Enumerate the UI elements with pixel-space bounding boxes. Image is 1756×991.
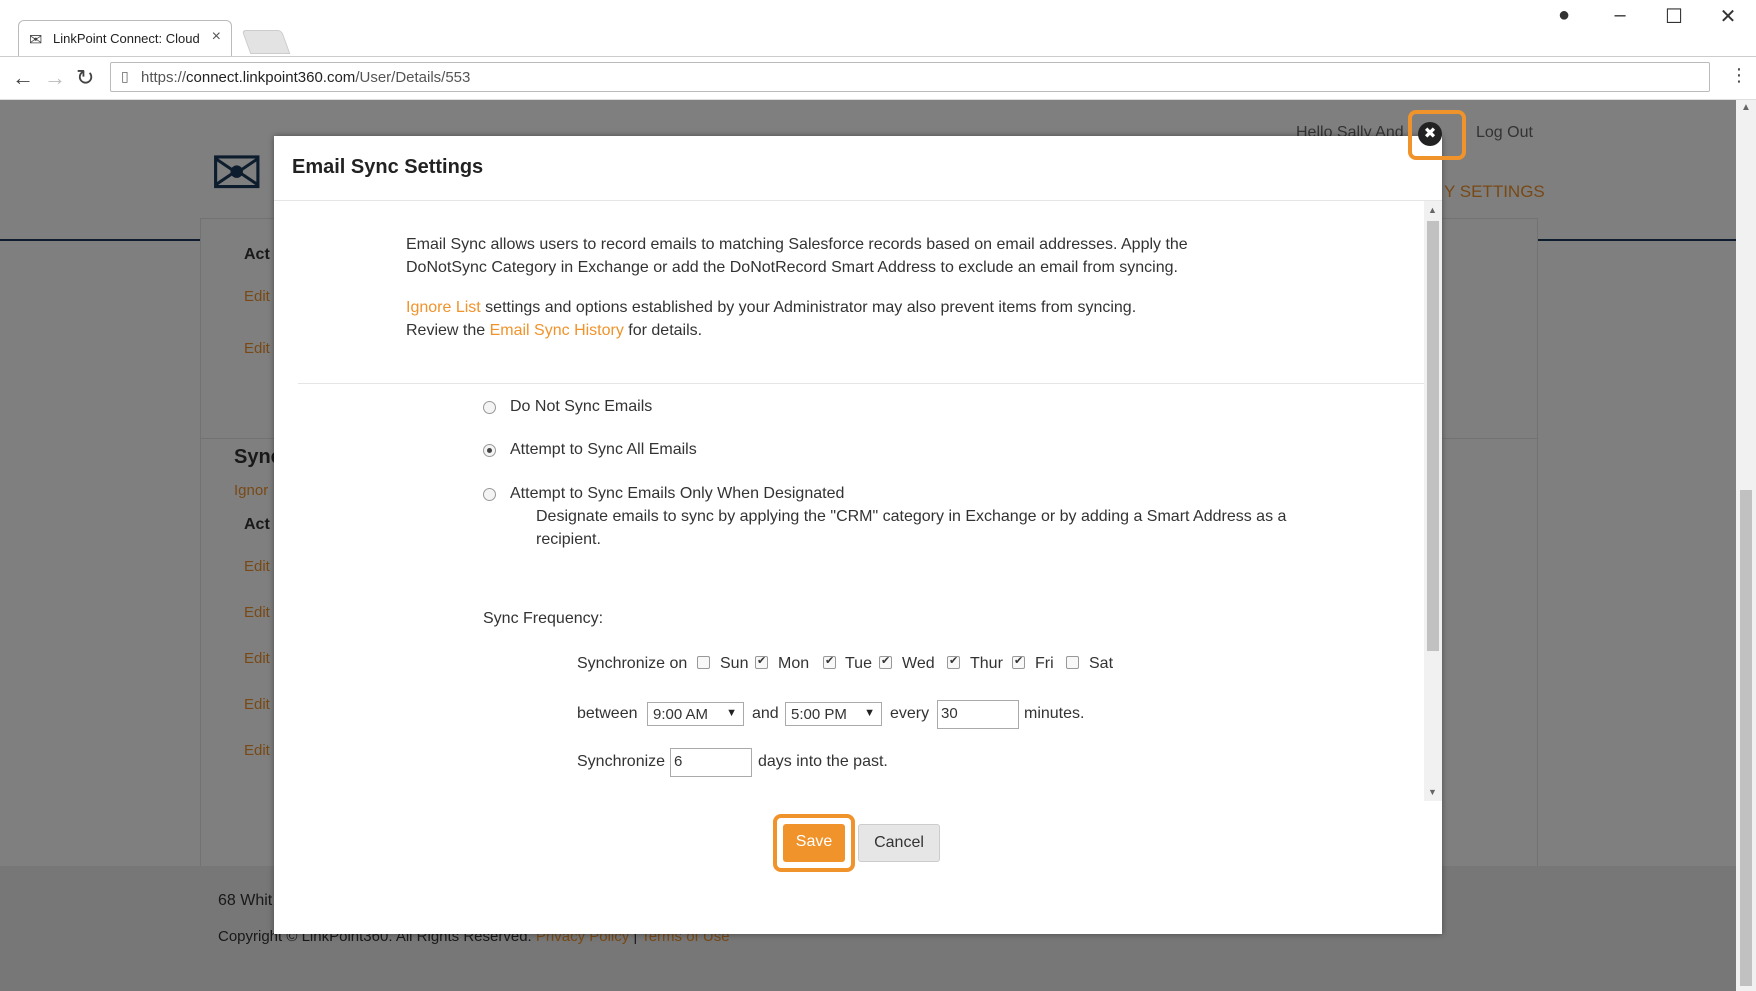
between-label: between — [577, 705, 638, 722]
minutes-label: minutes. — [1024, 705, 1085, 722]
email-sync-modal — [274, 136, 1442, 934]
linkpoint-favicon-icon: ✉ — [29, 32, 43, 49]
intro-text: Email Sync allows users to record emails to matching Salesforce records based on email addresses. Apply the DoNotSync Category in Exchange or add the DoNotRecord Smart Address to exclude an email from syncing. — [406, 236, 1188, 276]
tab-close-icon[interactable]: × — [211, 28, 221, 45]
interval-minutes-input[interactable]: 30 — [937, 700, 1019, 729]
label-tue: Tue — [845, 655, 872, 672]
checkbox-thur[interactable] — [947, 656, 960, 669]
page-scroll-thumb[interactable] — [1740, 490, 1752, 986]
back-icon[interactable]: ← — [12, 65, 34, 90]
modal-divider — [298, 383, 1424, 384]
modal-scrollbar[interactable] — [1424, 201, 1442, 801]
and-label: and — [752, 705, 779, 722]
tab-title: LinkPoint Connect: Cloud — [53, 31, 200, 46]
browser-menu-icon[interactable]: ⋮ — [1730, 65, 1748, 85]
synchronize-on-label: Synchronize on — [577, 655, 688, 672]
start-time-value: 9:00 AM — [653, 706, 709, 723]
label-sat: Sat — [1089, 655, 1114, 672]
modal-title: Email Sync Settings — [292, 156, 484, 178]
label-sun: Sun — [720, 655, 749, 672]
save-button[interactable]: Save — [783, 824, 845, 862]
label-do-not-sync: Do Not Sync Emails — [510, 398, 653, 415]
address-bar[interactable] — [110, 62, 1710, 92]
modal-body — [274, 201, 1442, 801]
page-info-icon[interactable]: ▯ — [121, 68, 129, 84]
designated-description: Designate emails to sync by applying the "CRM" category in Exchange or by adding a Smart Address as a recipient. — [536, 508, 1287, 548]
checkbox-sat[interactable] — [1066, 656, 1079, 669]
browser-toolbar — [0, 57, 1756, 100]
window-close-icon[interactable]: ✕ — [1719, 6, 1737, 28]
modal-header — [274, 136, 1442, 201]
url-text: https://connect.linkpoint360.com/User/Details/553 — [141, 69, 471, 86]
page-scrollbar[interactable] — [1736, 100, 1756, 991]
browser-tabstrip — [0, 0, 1756, 57]
close-highlight — [1408, 110, 1466, 160]
maximize-icon[interactable]: ☐ — [1665, 6, 1683, 28]
checkbox-fri[interactable] — [1012, 656, 1025, 669]
radio-sync-designated[interactable] — [483, 488, 496, 501]
profile-icon[interactable]: ● — [1557, 4, 1571, 26]
label-wed: Wed — [902, 655, 935, 672]
label-thur: Thur — [970, 655, 1003, 672]
chevron-down-icon: ▼ — [864, 707, 875, 719]
minimize-icon[interactable]: – — [1614, 4, 1626, 26]
radio-sync-all[interactable] — [483, 444, 496, 457]
new-tab-button[interactable] — [242, 30, 291, 54]
ignore-text: Ignore List settings and options established by your Administrator may also prevent items from syncing. Review the Email Sync History for details. — [406, 299, 1137, 339]
radio-do-not-sync[interactable] — [483, 401, 496, 414]
synchronize-label: Synchronize — [577, 753, 666, 770]
forward-icon[interactable]: → — [44, 65, 66, 90]
label-sync-designated: Attempt to Sync Emails Only When Designated — [510, 485, 845, 502]
checkbox-mon[interactable] — [755, 656, 768, 669]
checkbox-sun[interactable] — [697, 656, 710, 669]
start-time-select[interactable] — [647, 702, 744, 726]
chevron-down-icon: ▼ — [726, 707, 737, 719]
end-time-value: 5:00 PM — [791, 706, 847, 723]
save-highlight — [773, 814, 855, 872]
modal-close-icon[interactable]: ✖ — [1418, 122, 1442, 146]
days-past-suffix: days into the past. — [758, 753, 888, 770]
every-label: every — [890, 705, 930, 722]
label-mon: Mon — [778, 655, 810, 672]
reload-icon[interactable]: ↻ — [76, 65, 95, 90]
modal-scroll-up-icon[interactable]: ▲ — [1428, 205, 1437, 215]
days-past-input[interactable]: 6 — [670, 748, 752, 777]
email-sync-history-link[interactable]: Email Sync History — [489, 322, 624, 339]
sync-frequency-label: Sync Frequency: — [483, 610, 604, 627]
modal-scroll-thumb[interactable] — [1427, 221, 1439, 651]
checkbox-tue[interactable] — [823, 656, 836, 669]
modal-scroll-down-icon[interactable]: ▼ — [1428, 787, 1437, 797]
scroll-up-icon[interactable]: ▲ — [1741, 102, 1751, 113]
checkbox-wed[interactable] — [879, 656, 892, 669]
ignore-list-link[interactable]: Ignore List — [406, 299, 481, 316]
browser-tab[interactable] — [18, 20, 232, 56]
label-sync-all: Attempt to Sync All Emails — [510, 441, 697, 458]
cancel-button[interactable]: Cancel — [858, 824, 940, 862]
label-fri: Fri — [1035, 655, 1054, 672]
end-time-select[interactable] — [785, 702, 882, 726]
